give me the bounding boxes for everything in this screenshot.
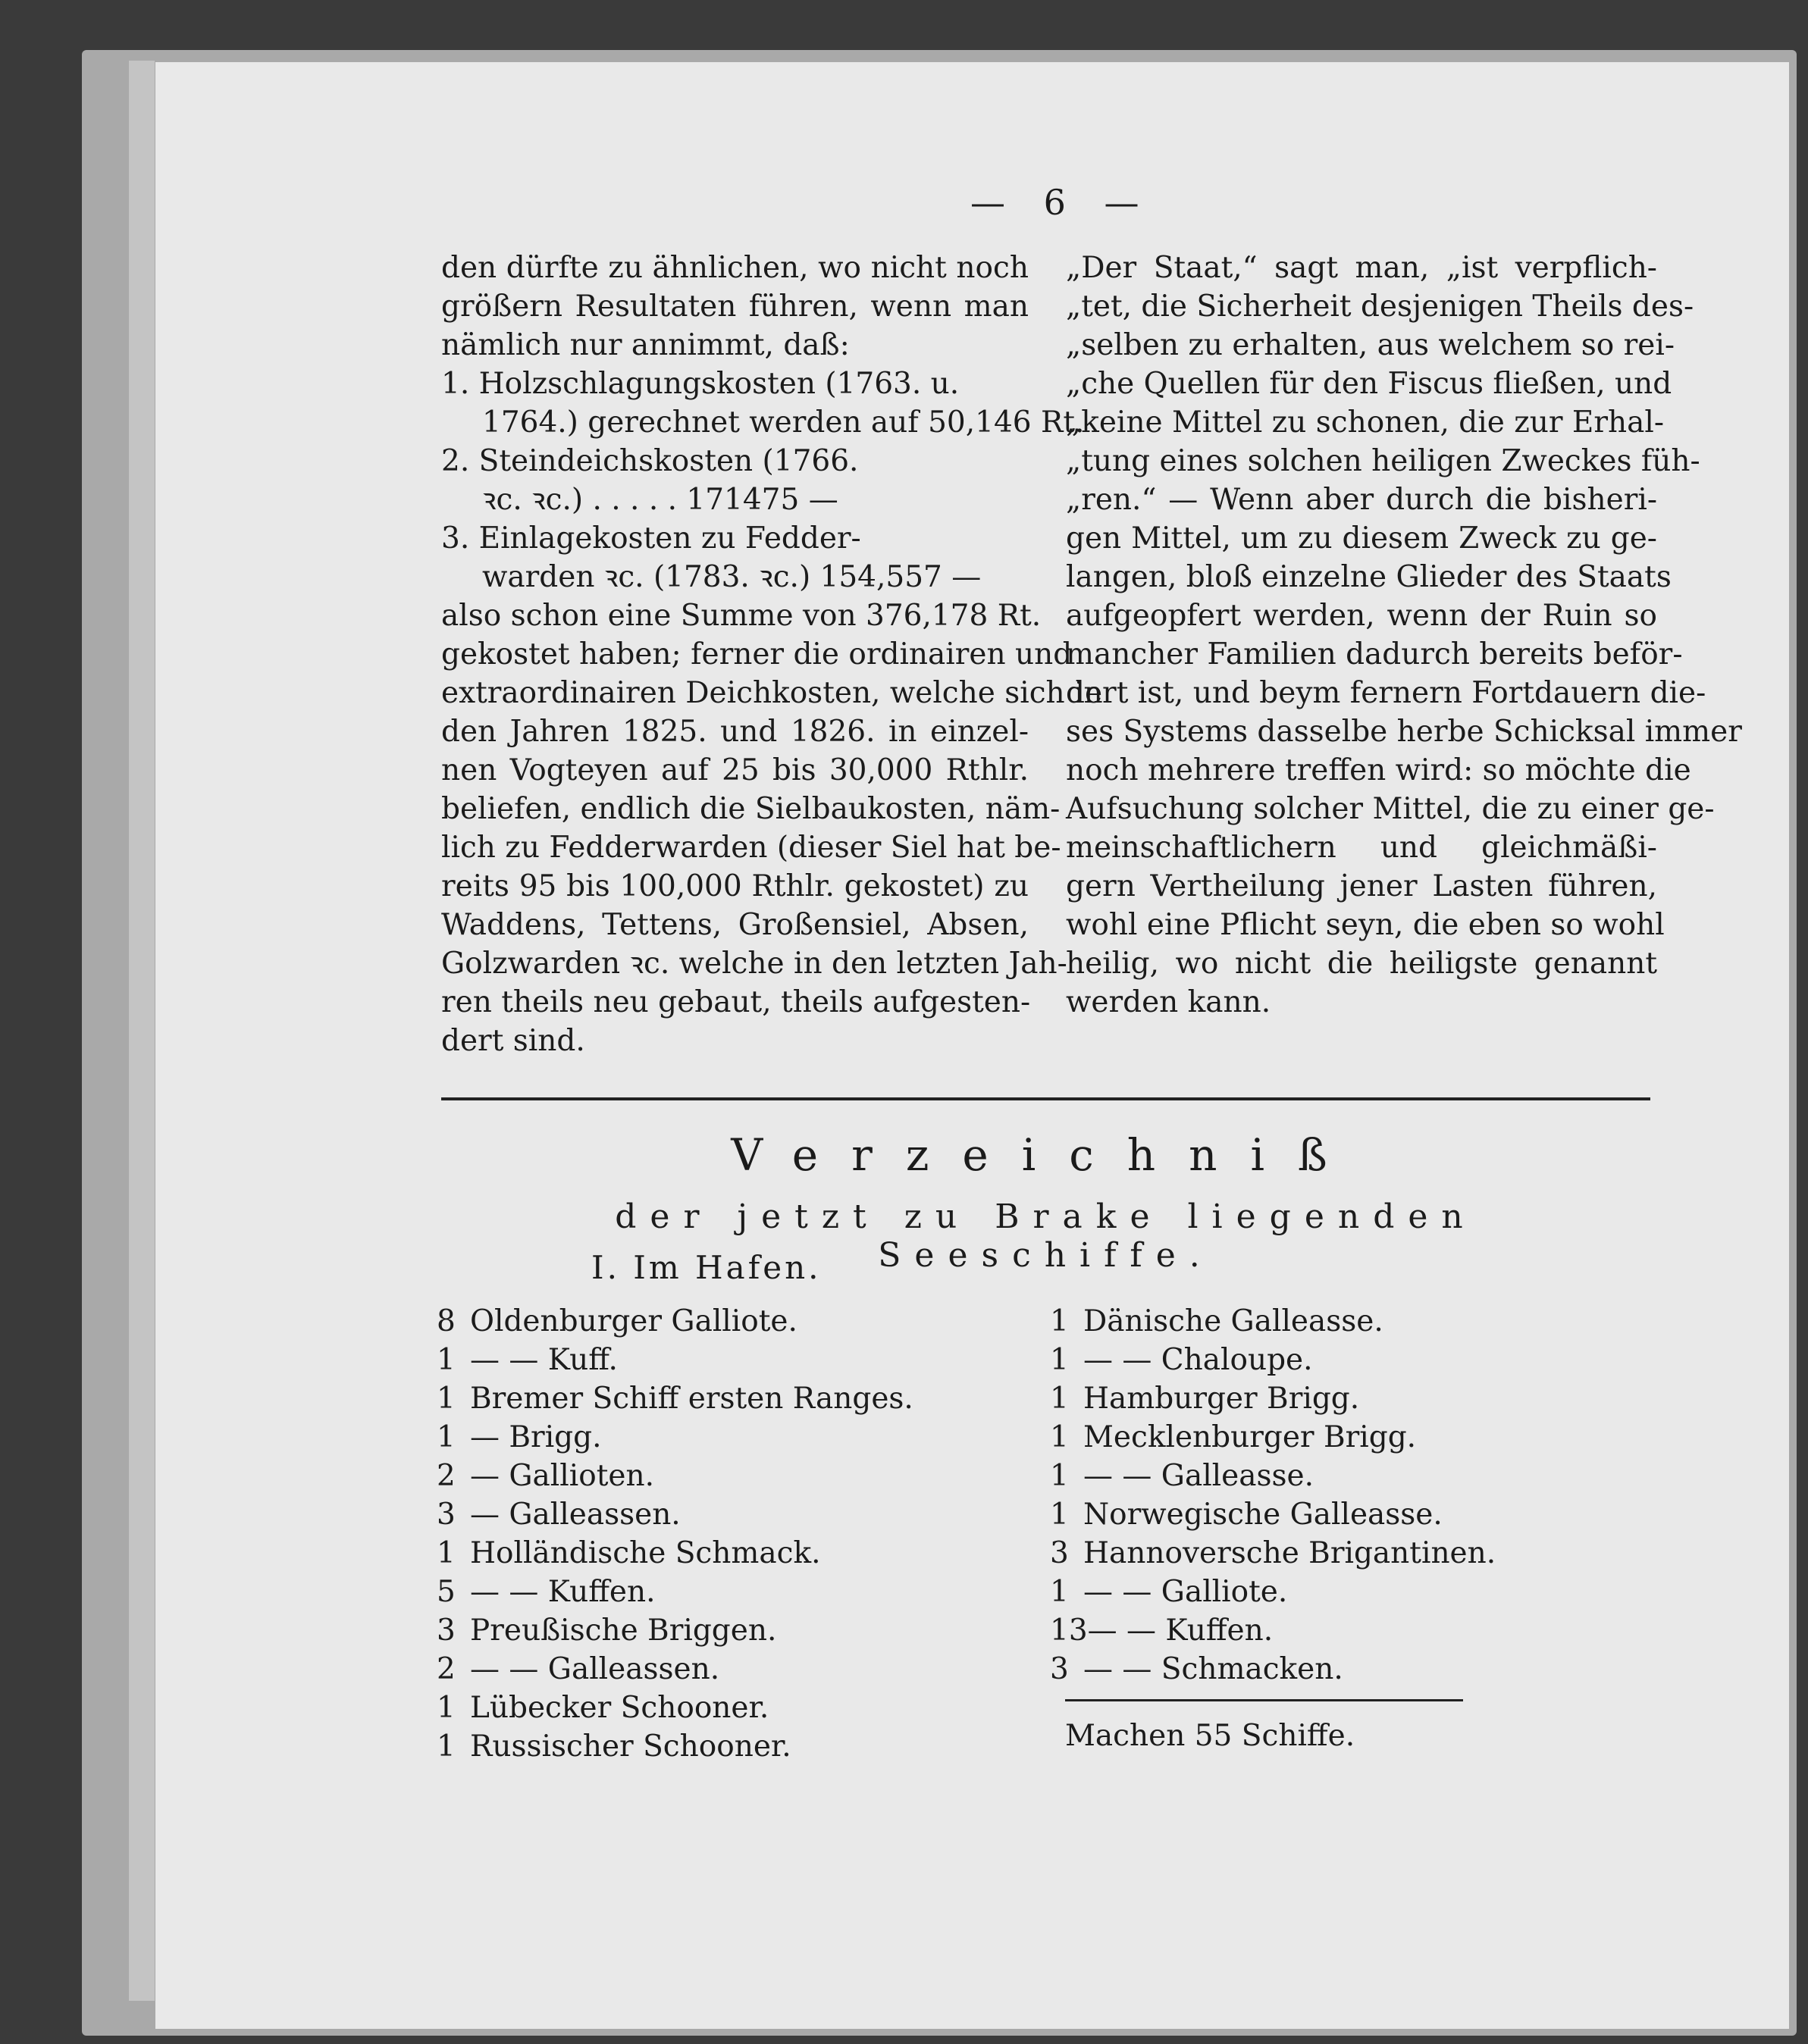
- text-line: reits 95 bis 100,000 Rthlr. gekostet) zu: [441, 869, 1029, 903]
- ship-name: Oldenburger Galliote.: [470, 1304, 797, 1338]
- ship-name: — — Chaloupe.: [1083, 1343, 1313, 1377]
- ship-entry: [1050, 1495, 1626, 1534]
- text-line: lich zu Fedderwarden (dieser Siel hat be-: [441, 831, 1061, 865]
- ship-count: 5: [437, 1575, 456, 1609]
- heading-title: Verzeichniß: [731, 1129, 1361, 1181]
- text-line: Golzwarden ꝛc. welche in den letzten Jah-: [441, 947, 1067, 981]
- ship-entry: [1050, 1341, 1626, 1379]
- ship-count: 2: [437, 1459, 456, 1493]
- text-line: „keine Mittel zu schonen, die zur Erhal-: [1066, 405, 1665, 440]
- ship-count: 1: [1050, 1304, 1069, 1338]
- text-line: 1. Holzschlagungskosten (1763. u.: [441, 367, 960, 401]
- text-line: ren theils neu gebaut, theils aufgesten-: [441, 985, 1031, 1019]
- ship-name: — — Galleasse.: [1083, 1459, 1314, 1493]
- ship-entry: [1050, 1611, 1626, 1650]
- ships-total: Machen 55 Schiffe.: [1065, 1719, 1355, 1753]
- ship-name: — Brigg.: [470, 1420, 602, 1454]
- ship-count: 1: [437, 1691, 456, 1725]
- ship-entry: [437, 1534, 1043, 1573]
- ship-name: — — Schmacken.: [1083, 1652, 1343, 1686]
- text-line: „selben zu erhalten, aus welchem so rei-: [1066, 328, 1675, 362]
- text-line: mancher Familien dadurch bereits beför-: [1066, 637, 1683, 671]
- text-line: den dürfte zu ähnlichen, wo nicht noch: [441, 251, 1029, 285]
- ship-count: 3: [1050, 1652, 1069, 1686]
- text-line: nen Vogteyen auf 25 bis 30,000 Rthlr.: [441, 753, 1029, 787]
- ship-count: 1: [1050, 1382, 1069, 1416]
- text-line: gekostet haben; ferner die ordinairen und: [441, 637, 1073, 671]
- text-line: wohl eine Pflicht seyn, die eben so wohl: [1066, 908, 1665, 942]
- ship-count: 3: [437, 1498, 456, 1532]
- text-line: also schon eine Summe von 376,178 Rt.: [441, 599, 1042, 633]
- ship-name: Lübecker Schooner.: [470, 1691, 769, 1725]
- ship-entry: [1050, 1534, 1626, 1573]
- heading-subtitle: der jetzt zu Brake liegenden Seeschiffe.: [615, 1197, 1477, 1275]
- ship-entry: [437, 1457, 1043, 1495]
- total-divider: [1065, 1699, 1463, 1701]
- text-line: größern Resultaten führen, wenn man: [441, 290, 1029, 324]
- text-line: aufgeopfert werden, wenn der Ruin so: [1066, 599, 1657, 633]
- ship-entry: [1050, 1573, 1626, 1611]
- ship-entry: [1050, 1418, 1626, 1457]
- ship-entry: [1050, 1650, 1626, 1689]
- text-line: „ren.“ — Wenn aber durch die bisheri-: [1066, 483, 1657, 517]
- ship-name: — — Galleassen.: [470, 1652, 720, 1686]
- text-line: ꝛc. ꝛc.) . . . . . 171475 —: [482, 483, 838, 517]
- ship-count: 3: [1050, 1536, 1069, 1570]
- section-divider: [441, 1097, 1650, 1100]
- text-line: werden kann.: [1066, 985, 1271, 1019]
- ship-count: 1: [1050, 1343, 1069, 1377]
- ship-name: — — Galliote.: [1083, 1575, 1288, 1609]
- text-line: 2. Steindeichskosten (1766.: [441, 444, 859, 478]
- ship-name: Norwegische Galleasse.: [1083, 1498, 1443, 1532]
- ship-name: Hannoversche Brigantinen.: [1083, 1536, 1496, 1570]
- text-line: noch mehrere treffen wird: so möchte die: [1066, 753, 1691, 787]
- text-line: dert sind.: [441, 1024, 585, 1058]
- ship-name: Russischer Schooner.: [470, 1729, 791, 1764]
- ship-entry: [437, 1379, 1043, 1418]
- ship-name: Holländische Schmack.: [470, 1536, 821, 1570]
- ship-count: 1: [1050, 1459, 1069, 1493]
- ship-count: 1: [437, 1382, 456, 1416]
- ship-entry: [437, 1727, 1043, 1766]
- text-line: 3. Einlagekosten zu Fedder-: [441, 521, 861, 556]
- text-line: heilig, wo nicht die heiligste genannt: [1066, 947, 1657, 981]
- ship-name: — Gallioten.: [470, 1459, 654, 1493]
- ship-name: Bremer Schiff ersten Ranges.: [470, 1382, 913, 1416]
- ships-list-left: [437, 1302, 1043, 1766]
- page-gutter: [129, 61, 155, 2001]
- ship-entry: [437, 1689, 1043, 1727]
- ship-name: — — Kuffen.: [470, 1575, 656, 1609]
- ship-name: — — Kuff.: [470, 1343, 618, 1377]
- ship-count: 13: [1050, 1614, 1088, 1648]
- text-line: Waddens, Tettens, Großensiel, Absen,: [441, 908, 1029, 942]
- ship-count: 3: [437, 1614, 456, 1648]
- text-line: gen Mittel, um zu diesem Zweck zu ge-: [1066, 521, 1657, 556]
- ship-entry: [437, 1418, 1043, 1457]
- ship-count: 2: [437, 1652, 456, 1686]
- ship-count: 1: [437, 1729, 456, 1764]
- ship-count: 1: [437, 1343, 456, 1377]
- ship-entry: [1050, 1302, 1626, 1341]
- text-line: 1764.) gerechnet werden auf 50,146 Rt.: [482, 405, 1085, 440]
- text-line: langen, bloß einzelne Glieder des Staats: [1066, 560, 1672, 594]
- text-line: Aufsuchung solcher Mittel, die zu einer ge-: [1066, 792, 1715, 826]
- text-line: ses Systems dasselbe herbe Schicksal immer: [1066, 715, 1742, 749]
- ship-entry: [437, 1341, 1043, 1379]
- ship-count: 1: [1050, 1575, 1069, 1609]
- ship-name: Hamburger Brigg.: [1083, 1382, 1360, 1416]
- ships-list-right: [1050, 1302, 1626, 1689]
- text-line: nämlich nur annimmt, daß:: [441, 328, 850, 362]
- left-column: [441, 249, 1103, 1060]
- section-heading: I. Im Hafen.: [591, 1249, 822, 1286]
- text-line: den Jahren 1825. und 1826. in einzel-: [441, 715, 1029, 749]
- ship-entry: [437, 1573, 1043, 1611]
- text-line: meinschaftlichern und gleichmäßi-: [1066, 831, 1657, 865]
- text-line: gern Vertheilung jener Lasten führen,: [1066, 869, 1657, 903]
- ship-count: 1: [1050, 1498, 1069, 1532]
- ship-count: 1: [437, 1536, 456, 1570]
- ship-count: 1: [1050, 1420, 1069, 1454]
- ship-name: Mecklenburger Brigg.: [1083, 1420, 1417, 1454]
- text-line: warden ꝛc. (1783. ꝛc.) 154,557 —: [482, 560, 982, 594]
- ship-count: 1: [437, 1420, 456, 1454]
- ship-entry: [437, 1302, 1043, 1341]
- ship-name: — — Kuffen.: [1087, 1614, 1274, 1648]
- ship-name: Dänische Galleasse.: [1083, 1304, 1383, 1338]
- text-line: dert ist, und beym fernern Fortdauern die-: [1066, 676, 1706, 710]
- ship-count: 8: [437, 1304, 456, 1338]
- ship-name: Preußische Briggen.: [470, 1614, 777, 1648]
- page-number: — 6 —: [970, 182, 1153, 223]
- text-line: „tet, die Sicherheit desjenigen Theils des-: [1066, 290, 1694, 324]
- ship-entry: [437, 1495, 1043, 1534]
- text-line: „che Quellen für den Fiscus fließen, und: [1066, 367, 1672, 401]
- ship-entry: [1050, 1379, 1626, 1418]
- text-line: extraordinairen Deichkosten, welche sich in: [441, 676, 1103, 710]
- ship-entry: [1050, 1457, 1626, 1495]
- text-line: beliefen, endlich die Sielbaukosten, näm-: [441, 792, 1061, 826]
- ship-entry: [437, 1611, 1043, 1650]
- right-column: [1066, 249, 1742, 1022]
- text-line: „Der Staat,“ sagt man, „ist verpflich-: [1066, 251, 1657, 285]
- ship-entry: [437, 1650, 1043, 1689]
- text-line: „tung eines solchen heiligen Zweckes füh-: [1066, 444, 1700, 478]
- ship-name: — Galleassen.: [470, 1498, 681, 1532]
